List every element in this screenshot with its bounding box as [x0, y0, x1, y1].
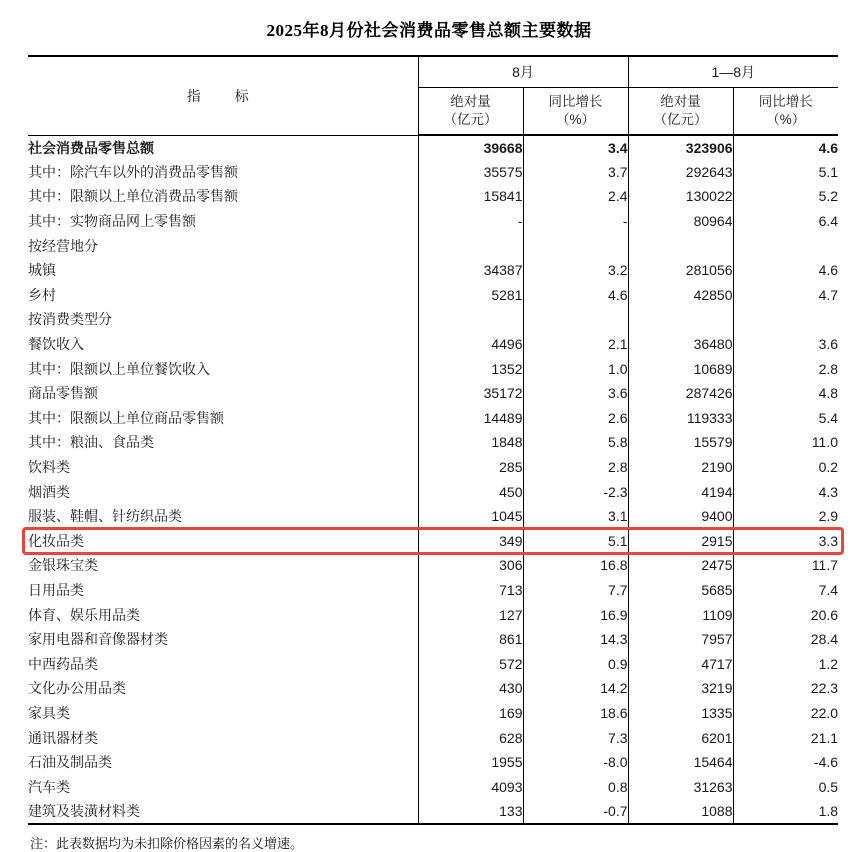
- row-cumulative-absolute: 6201: [628, 725, 733, 750]
- row-label: 按经营地分: [28, 237, 98, 254]
- row-month-yoy: 5.1: [523, 529, 628, 554]
- row-cumulative-absolute: 1088: [628, 799, 733, 824]
- row-label: 社会消费品零售总额: [28, 139, 154, 156]
- table-row: [28, 455, 838, 480]
- table-row: [28, 160, 838, 185]
- row-cumulative-yoy: 20.6: [733, 602, 838, 627]
- table-row: [28, 283, 838, 308]
- table-row: [28, 381, 838, 406]
- table-row: [28, 578, 838, 603]
- row-cumulative-absolute: 10689: [628, 356, 733, 381]
- row-month-absolute: 4496: [418, 332, 523, 357]
- row-cumulative-absolute: 1109: [628, 602, 733, 627]
- row-cumulative-absolute: [628, 233, 733, 258]
- row-month-absolute: 127: [418, 602, 523, 627]
- header-month-yoy-line1: 同比增长: [548, 93, 603, 109]
- row-cumulative-yoy: 6.4: [733, 209, 838, 234]
- row-month-absolute: 34387: [418, 258, 523, 283]
- row-cumulative-yoy: 1.8: [733, 799, 838, 824]
- table-row: [28, 406, 838, 431]
- header-month-yoy: [523, 88, 628, 136]
- row-cumulative-absolute: 5685: [628, 578, 733, 603]
- table-row: [28, 332, 838, 357]
- row-month-absolute: 39668: [418, 135, 523, 160]
- row-label: 其中：除汽车以外的消费品零售额: [28, 163, 238, 180]
- row-month-yoy: -8.0: [523, 750, 628, 775]
- row-month-absolute: 169: [418, 701, 523, 726]
- row-month-yoy: 3.4: [523, 135, 628, 160]
- table-row: [28, 676, 838, 701]
- row-cumulative-yoy: 2.9: [733, 504, 838, 529]
- row-cumulative-yoy: 11.7: [733, 553, 838, 578]
- row-cumulative-absolute: 323906: [628, 135, 733, 160]
- row-month-absolute: 349: [418, 529, 523, 554]
- header-group-month: 8月: [418, 56, 628, 88]
- row-cumulative-yoy: 22.0: [733, 701, 838, 726]
- row-cumulative-absolute: 9400: [628, 504, 733, 529]
- table-row: [28, 725, 838, 750]
- table-row: [28, 209, 838, 234]
- row-label: 汽车类: [28, 778, 70, 795]
- row-month-absolute: 306: [418, 553, 523, 578]
- row-cumulative-yoy: 5.2: [733, 184, 838, 209]
- header-group-cumulative: 1—8月: [628, 56, 838, 88]
- row-label: 其中：限额以上单位消费品零售额: [28, 188, 238, 205]
- row-month-yoy: 1.0: [523, 356, 628, 381]
- row-cumulative-absolute: 15579: [628, 430, 733, 455]
- row-cumulative-absolute: 3219: [628, 676, 733, 701]
- row-cumulative-absolute: 119333: [628, 406, 733, 431]
- row-cumulative-absolute: 1335: [628, 701, 733, 726]
- header-month-absolute-line1: 绝对量: [450, 93, 491, 109]
- row-month-absolute: 1045: [418, 504, 523, 529]
- row-label: 餐饮收入: [28, 336, 84, 353]
- row-month-yoy: [523, 233, 628, 258]
- row-month-yoy: 7.3: [523, 725, 628, 750]
- row-month-yoy: 5.8: [523, 430, 628, 455]
- table-row: [28, 479, 838, 504]
- row-cumulative-yoy: 1.2: [733, 651, 838, 676]
- row-cumulative-absolute: 130022: [628, 184, 733, 209]
- header-month-yoy-line2: （%）: [556, 112, 596, 127]
- row-cumulative-absolute: 2475: [628, 553, 733, 578]
- row-label: 其中：实物商品网上零售额: [28, 213, 196, 230]
- header-cumulative-yoy-line2: （%）: [766, 112, 806, 127]
- row-month-absolute: 1848: [418, 430, 523, 455]
- row-label: 体育、娱乐用品类: [28, 606, 140, 623]
- row-month-yoy: 2.1: [523, 332, 628, 357]
- row-month-yoy: 3.2: [523, 258, 628, 283]
- row-month-yoy: -0.7: [523, 799, 628, 824]
- row-label: 化妆品类: [28, 532, 84, 549]
- table-row: [28, 799, 838, 824]
- row-month-yoy: 18.6: [523, 701, 628, 726]
- table-note: 注：此表数据均为未扣除价格因素的名义增速。: [30, 835, 304, 851]
- row-cumulative-absolute: 2190: [628, 455, 733, 480]
- row-label: 其中：粮油、食品类: [28, 434, 154, 451]
- table-row: [28, 504, 838, 529]
- row-cumulative-yoy: -4.6: [733, 750, 838, 775]
- row-month-absolute: 133: [418, 799, 523, 824]
- row-label: 日用品类: [28, 581, 84, 598]
- header-cumulative-absolute-line1: 绝对量: [660, 93, 701, 109]
- row-month-yoy: 16.9: [523, 602, 628, 627]
- row-cumulative-yoy: 5.4: [733, 406, 838, 431]
- row-label: 饮料类: [28, 459, 70, 476]
- row-label: 乡村: [28, 286, 56, 303]
- row-cumulative-yoy: 11.0: [733, 430, 838, 455]
- header-cumulative-yoy: [733, 88, 838, 136]
- header-cumulative-absolute-line2: （亿元）: [653, 112, 708, 127]
- row-cumulative-absolute: 31263: [628, 774, 733, 799]
- row-month-absolute: 713: [418, 578, 523, 603]
- page-title: 2025年8月份社会消费品零售总额主要数据: [266, 21, 592, 40]
- row-cumulative-absolute: 80964: [628, 209, 733, 234]
- row-month-absolute: 861: [418, 627, 523, 652]
- table-row: [28, 627, 838, 652]
- row-month-yoy: 3.6: [523, 381, 628, 406]
- row-month-absolute: [418, 307, 523, 332]
- row-cumulative-absolute: 292643: [628, 160, 733, 185]
- table-row: [28, 307, 838, 332]
- row-month-absolute: 15841: [418, 184, 523, 209]
- row-month-yoy: 7.7: [523, 578, 628, 603]
- row-month-yoy: 2.4: [523, 184, 628, 209]
- row-label: 中西药品类: [28, 655, 98, 672]
- row-month-yoy: [523, 307, 628, 332]
- row-label: 金银珠宝类: [28, 557, 98, 574]
- row-cumulative-yoy: 0.5: [733, 774, 838, 799]
- row-cumulative-absolute: 2915: [628, 529, 733, 554]
- row-month-yoy: 14.2: [523, 676, 628, 701]
- row-label: 商品零售额: [28, 385, 98, 402]
- row-month-absolute: 285: [418, 455, 523, 480]
- table-header-row-groups: [28, 56, 838, 88]
- row-label: 按消费类型分: [28, 311, 112, 328]
- row-label: 城镇: [28, 262, 56, 279]
- row-label: 石油及制品类: [28, 754, 112, 771]
- row-month-yoy: 4.6: [523, 283, 628, 308]
- row-cumulative-absolute: 42850: [628, 283, 733, 308]
- table-row: [28, 184, 838, 209]
- table-row: [28, 602, 838, 627]
- row-cumulative-yoy: 3.6: [733, 332, 838, 357]
- row-label: 服装、鞋帽、针纺织品类: [28, 508, 182, 525]
- row-month-yoy: -2.3: [523, 479, 628, 504]
- row-month-yoy: 14.3: [523, 627, 628, 652]
- row-month-yoy: 3.1: [523, 504, 628, 529]
- row-month-yoy: -: [523, 209, 628, 234]
- row-label: 文化办公用品类: [28, 680, 126, 697]
- row-cumulative-yoy: 22.3: [733, 676, 838, 701]
- row-month-absolute: 450: [418, 479, 523, 504]
- table-row: [28, 750, 838, 775]
- row-month-absolute: 35575: [418, 160, 523, 185]
- row-label: 建筑及装潢材料类: [28, 799, 418, 824]
- row-cumulative-absolute: 287426: [628, 381, 733, 406]
- row-label: 烟酒类: [28, 483, 70, 500]
- table-row: [28, 356, 838, 381]
- row-cumulative-yoy: 28.4: [733, 627, 838, 652]
- row-label: 其中：限额以上单位餐饮收入: [28, 360, 210, 377]
- row-cumulative-yoy: 4.6: [733, 135, 838, 160]
- table-row: [28, 701, 838, 726]
- header-month-absolute: [418, 88, 523, 136]
- row-month-absolute: -: [418, 209, 523, 234]
- row-month-yoy: 16.8: [523, 553, 628, 578]
- row-cumulative-absolute: 281056: [628, 258, 733, 283]
- row-label: 家用电器和音像器材类: [28, 631, 168, 648]
- row-label: 其中：限额以上单位商品零售额: [28, 409, 224, 426]
- row-month-yoy: 0.8: [523, 774, 628, 799]
- row-cumulative-yoy: 4.6: [733, 258, 838, 283]
- retail-sales-table: [28, 55, 838, 825]
- row-month-absolute: 4093: [418, 774, 523, 799]
- row-cumulative-absolute: 4717: [628, 651, 733, 676]
- table-row: [28, 430, 838, 455]
- row-cumulative-yoy: 2.8: [733, 356, 838, 381]
- row-cumulative-absolute: 36480: [628, 332, 733, 357]
- header-month-absolute-line2: （亿元）: [443, 112, 498, 127]
- table-row: [28, 529, 838, 554]
- row-month-absolute: 1955: [418, 750, 523, 775]
- row-cumulative-yoy: [733, 233, 838, 258]
- table-row: [28, 553, 838, 578]
- row-cumulative-yoy: 5.1: [733, 160, 838, 185]
- row-cumulative-absolute: 15464: [628, 750, 733, 775]
- row-cumulative-yoy: 21.1: [733, 725, 838, 750]
- row-cumulative-yoy: 4.7: [733, 283, 838, 308]
- row-month-yoy: 2.8: [523, 455, 628, 480]
- header-cumulative-yoy-line1: 同比增长: [758, 93, 813, 109]
- row-month-yoy: 2.6: [523, 406, 628, 431]
- row-cumulative-absolute: [628, 307, 733, 332]
- row-cumulative-yoy: 7.4: [733, 578, 838, 603]
- row-cumulative-yoy: [733, 307, 838, 332]
- header-cumulative-absolute: [628, 88, 733, 136]
- row-month-absolute: 5281: [418, 283, 523, 308]
- row-cumulative-absolute: 7957: [628, 627, 733, 652]
- header-indicator: 指 标: [28, 56, 418, 135]
- row-cumulative-yoy: 0.2: [733, 455, 838, 480]
- row-cumulative-yoy: 4.8: [733, 381, 838, 406]
- row-month-absolute: [418, 233, 523, 258]
- row-month-absolute: 628: [418, 725, 523, 750]
- table-row: [28, 774, 838, 799]
- row-month-absolute: 35172: [418, 381, 523, 406]
- table-row: [28, 258, 838, 283]
- row-month-absolute: 1352: [418, 356, 523, 381]
- table-head: [28, 56, 838, 135]
- row-label: 通讯器材类: [28, 729, 98, 746]
- row-month-yoy: 3.7: [523, 160, 628, 185]
- row-month-absolute: 14489: [418, 406, 523, 431]
- row-cumulative-absolute: 4194: [628, 479, 733, 504]
- table-row: [28, 135, 838, 160]
- table-row: [28, 651, 838, 676]
- row-month-yoy: 0.9: [523, 651, 628, 676]
- table-body: [28, 135, 838, 824]
- row-label: 家具类: [28, 704, 70, 721]
- row-month-absolute: 430: [418, 676, 523, 701]
- row-month-absolute: 572: [418, 651, 523, 676]
- table-row: [28, 233, 838, 258]
- row-cumulative-yoy: 4.3: [733, 479, 838, 504]
- row-cumulative-yoy: 3.3: [733, 529, 838, 554]
